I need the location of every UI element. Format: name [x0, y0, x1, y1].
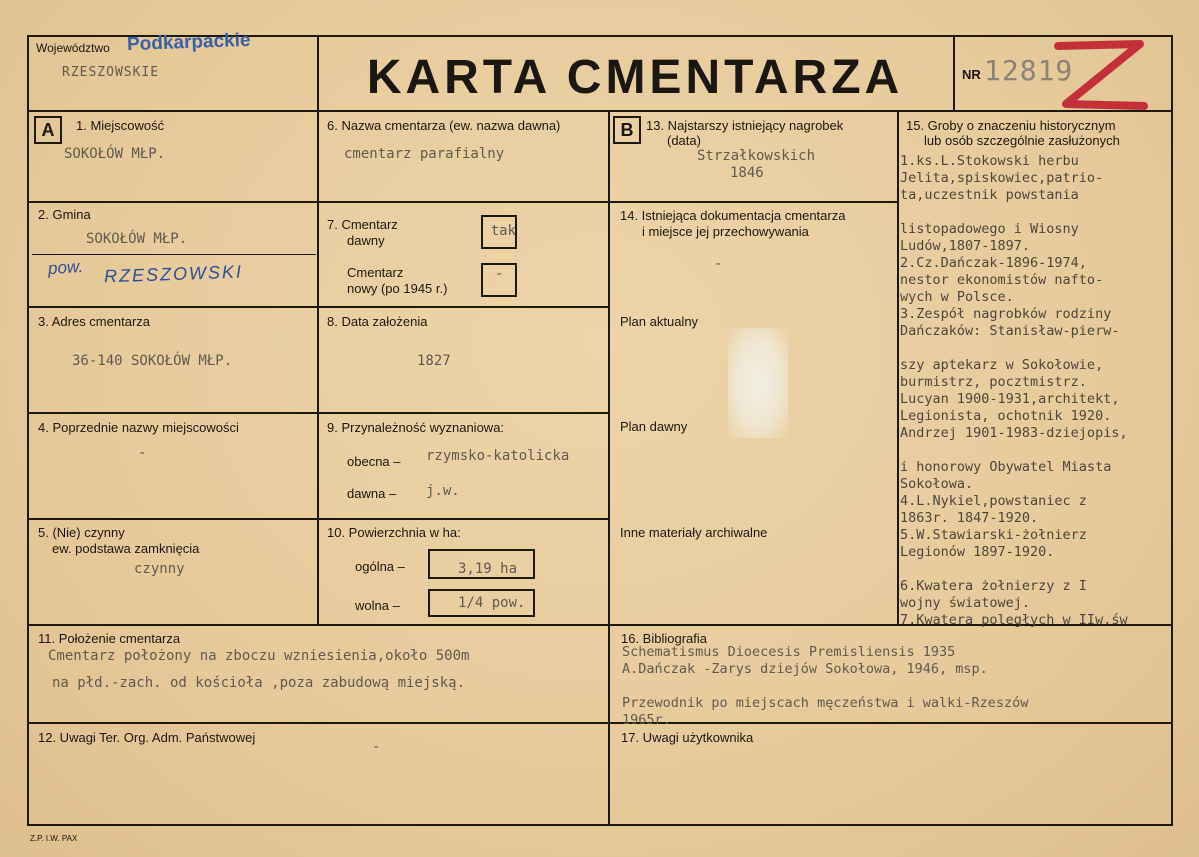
field-10-label: 10. Powierzchnia w ha:: [327, 525, 461, 540]
field-10-wolna-value: 1/4 pow.: [458, 595, 526, 611]
svg-text:Z: Z: [1100, 78, 1101, 79]
historical-grave-line: 1863r. 1847-1920.: [900, 510, 1039, 526]
historical-grave-line: 2.Cz.Dańczak-1896-1974,: [900, 255, 1087, 271]
field-11-line2: na płd.-zach. od kościoła ,poza zabudową miejską.: [52, 675, 466, 691]
field-16-label: 16. Bibliografia: [621, 631, 707, 646]
field-2-handwritten-value: RZESZOWSKI: [103, 261, 244, 287]
historical-grave-line: [900, 340, 1128, 357]
row-divider: [317, 306, 610, 308]
row-divider: [317, 518, 610, 520]
field-14-label-line1: 14. Istniejąca dokumentacja cmentarza: [620, 208, 846, 223]
field-6-label: 6. Nazwa cmentarza (ew. nazwa dawna): [327, 118, 561, 133]
field-15-list: [900, 153, 1128, 629]
field-1-label: 1. Miejscowość: [76, 118, 165, 133]
field-12-value: -: [372, 739, 381, 755]
historical-grave-line: 5.W.Stawiarski-żołnierz: [900, 527, 1087, 543]
field-7-nowy-label-1: Cmentarz: [347, 265, 404, 280]
field-13-label-line1: 13. Najstarszy istniejący nagrobek: [646, 118, 844, 133]
historical-grave-line: Legionów 1897-1920.: [900, 544, 1055, 560]
section-a-letter: A: [34, 116, 62, 144]
field-7-nowy-label-2: nowy (po 1945 r.): [347, 281, 448, 296]
inne-materialy-label: Inne materiały archiwalne: [620, 525, 768, 540]
plan-dawny-label: Plan dawny: [620, 419, 688, 434]
field-15-label-line1: 15. Groby o znaczeniu historycznym: [906, 118, 1116, 133]
field-7-dawny-label-2: dawny: [347, 233, 385, 248]
historical-grave-line: i honorowy Obywatel Miasta: [900, 459, 1112, 475]
historical-grave-line: 1.ks.L.Stokowski herbu: [900, 153, 1079, 169]
historical-grave-line: wych w Polsce.: [900, 289, 1014, 305]
field-8-label: 8. Data założenia: [327, 314, 428, 329]
field-7-dawny-label-1: 7. Cmentarz: [327, 217, 398, 232]
historical-grave-line: nestor ekonomistów nafto-: [900, 272, 1104, 288]
field-9-dawna-label: dawna –: [347, 486, 397, 501]
field-11-label: 11. Położenie cmentarza: [38, 631, 181, 646]
nr-value: 12819: [984, 54, 1074, 87]
field-4-value: -: [138, 445, 147, 461]
field-13-value-line2: 1846: [730, 165, 764, 181]
red-z-mark: [1052, 38, 1148, 114]
field-11-line1: Cmentarz położony na zboczu wzniesienia,około 500m: [48, 648, 470, 664]
wojewodztwo-old: RZESZOWSKIE: [62, 65, 160, 80]
field-10-ogolna-value: 3,19 ha: [458, 561, 518, 577]
field-8-value: 1827: [417, 353, 451, 369]
bibliography-line: 1965r.: [622, 712, 671, 728]
historical-grave-line: burmistrz, pocztmistrz.: [900, 374, 1087, 390]
row-divider: [27, 306, 319, 308]
bibliography-line: [622, 678, 1028, 695]
field-14-value: -: [714, 256, 723, 272]
printer-mark: Z.P. I.W. PAX: [30, 834, 78, 843]
historical-grave-line: Ludów,1807-1897.: [900, 238, 1031, 254]
historical-grave-line: 7.Kwatera poległych w IIw.św: [900, 612, 1128, 628]
field-3-label: 3. Adres cmentarza: [38, 314, 150, 329]
historical-grave-line: Lucyan 1900-1931,architekt,: [900, 391, 1120, 407]
historical-grave-line: [900, 204, 1128, 221]
row-divider: [608, 201, 899, 203]
col-divider-3: [897, 110, 899, 626]
field-2-label: 2. Gmina: [38, 207, 91, 222]
plan-aktualny-label: Plan aktualny: [620, 314, 699, 329]
row-divider: [27, 412, 319, 414]
row-divider: [317, 201, 610, 203]
paper-blemish: [728, 328, 788, 438]
historical-grave-line: ta,uczestnik powstania: [900, 187, 1079, 203]
row-divider: [27, 201, 319, 203]
field-2-handwritten-prefix: pow.: [47, 256, 84, 279]
field-17-label: 17. Uwagi użytkownika: [621, 730, 754, 745]
field-16-list: [622, 644, 1028, 729]
field-9-obecna-value: rzymsko-katolicka: [426, 448, 570, 464]
historical-grave-line: Andrzej 1901-1983-dziejopis,: [900, 425, 1128, 441]
historical-grave-line: 4.L.Nykiel,powstaniec z: [900, 493, 1087, 509]
field-2-value: SOKOŁÓW MŁP.: [86, 231, 188, 247]
row-divider-thin: [32, 254, 316, 255]
field-5-value: czynny: [134, 561, 185, 577]
page-title: KARTA CMENTARZA: [366, 51, 904, 104]
field-5-label-line2: ew. podstawa zamknięcia: [52, 541, 200, 556]
bibliography-line: Schematismus Dioecesis Premisliensis 1935: [622, 644, 956, 660]
wojewodztwo-label: Województwo: [36, 41, 110, 55]
header-nr-divider: [953, 35, 955, 112]
field-13-label-line2: (data): [667, 133, 701, 148]
field-6-value: cmentarz parafialny: [344, 146, 505, 162]
col-divider-2: [608, 110, 610, 826]
field-12-label: 12. Uwagi Ter. Org. Adm. Państwowej: [38, 730, 256, 745]
historical-grave-line: wojny światowej.: [900, 595, 1031, 611]
field-15-label-line2: lub osób szczególnie zasłużonych: [924, 133, 1120, 148]
row-divider: [27, 518, 319, 520]
historical-grave-line: [900, 561, 1128, 578]
field-4-label: 4. Poprzednie nazwy miejscowości: [38, 420, 239, 435]
row-divider: [317, 412, 610, 414]
field-10-ogolna-label: ogólna –: [355, 559, 405, 574]
bibliography-line: Przewodnik po miejscach męczeństwa i walki-Rzeszów: [622, 695, 1029, 711]
historical-grave-line: 6.Kwatera żołnierzy z I: [900, 578, 1087, 594]
field-5-label-line1: 5. (Nie) czynny: [38, 525, 125, 540]
field-3-value: 36-140 SOKOŁÓW MŁP.: [72, 353, 233, 369]
historical-grave-line: szy aptekarz w Sokołowie,: [900, 357, 1104, 373]
cmentarz-dawny-value: tak: [490, 223, 516, 239]
nr-label: NR: [962, 67, 981, 82]
field-1-value: SOKOŁÓW MŁP.: [64, 146, 166, 162]
historical-grave-line: Sokołowa.: [900, 476, 974, 492]
bibliography-line: A.Dańczak -Zarys dziejów Sokołowa, 1946, msp.: [622, 661, 988, 677]
historical-grave-line: Jelita,spiskowiec,patrio-: [900, 170, 1104, 186]
col-divider-1: [317, 110, 319, 626]
wojewodztwo-stamp: Podkarpackie: [126, 29, 251, 56]
section-b-letter: B: [613, 116, 641, 144]
historical-grave-line: Dańczaków: Stanisław-pierw-: [900, 323, 1120, 339]
historical-grave-line: listopadowego i Wiosny: [900, 221, 1079, 237]
historical-grave-line: Legionista, ochotnik 1920.: [900, 408, 1112, 424]
field-9-label: 9. Przynależność wyznaniowa:: [327, 420, 505, 435]
cmentarz-nowy-value: -: [495, 266, 504, 282]
field-13-value-line1: Strzałkowskich: [697, 148, 816, 164]
field-9-obecna-label: obecna –: [347, 454, 401, 469]
field-9-dawna-value: j.w.: [426, 483, 460, 499]
field-14-label-line2: i miejsce jej przechowywania: [642, 224, 809, 239]
field-10-wolna-label: wolna –: [355, 598, 400, 613]
historical-grave-line: [900, 442, 1128, 459]
historical-grave-line: 3.Zespół nagrobków rodziny: [900, 306, 1112, 322]
